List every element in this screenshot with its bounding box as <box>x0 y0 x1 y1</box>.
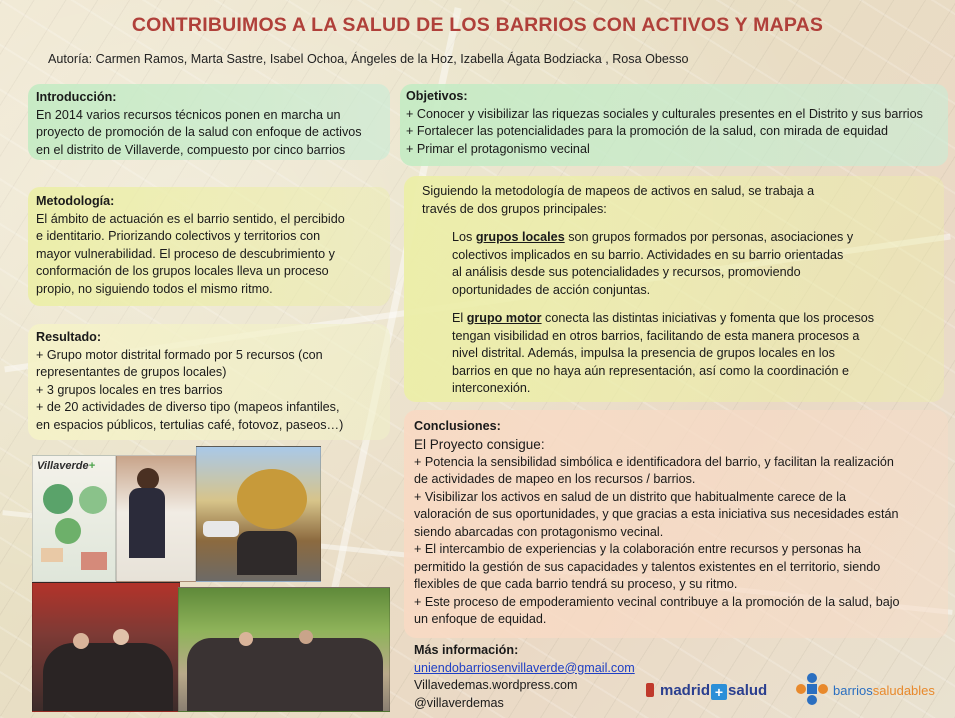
madrid-crest-icon <box>646 683 654 697</box>
intro-line: proyecto de promoción de la salud con enfoque de activos <box>36 125 362 139</box>
resultado-line: + Grupo motor distrital formado por 5 recursos (con <box>36 347 323 362</box>
grupos-locales-term: grupos locales <box>475 230 565 244</box>
person-head <box>299 630 313 644</box>
resultado-heading: Resultado: <box>36 330 102 344</box>
objetivos-line: + Conocer y visibilizar las riquezas sociales y culturales presentes en el Distrito y sus barrios <box>406 106 923 121</box>
resultado-box <box>28 324 390 440</box>
conclusiones-line: + Visibilizar los activos en salud de un distrito que habitualmente carece de la <box>414 489 847 504</box>
resultado-line: representantes de grupos locales) <box>36 365 227 379</box>
poster-circle <box>43 484 73 514</box>
grupos-locales-prefix: Los <box>452 230 476 244</box>
barrios-logo-word: barrios <box>833 683 873 698</box>
conclusiones-subheading: El Proyecto consigue: <box>414 436 545 452</box>
person-figure <box>129 488 165 558</box>
conclusiones-line: siendo abarcadas con protagonismo vecinal. <box>414 524 664 539</box>
poster-circle <box>79 486 107 514</box>
conclusiones-box <box>404 410 948 638</box>
madrid-plus-icon: + <box>711 684 727 700</box>
tree-canopy <box>237 469 307 529</box>
grupo-motor-first-line <box>452 310 944 328</box>
conclusiones-line: + Potencia la sensibilidad simbólica e identificadora del barrio, y facilitan la realización <box>414 454 894 469</box>
conclusiones-line: + Este proceso de empoderamiento vecinal contribuye a la promoción de la salud, bajo <box>414 594 900 609</box>
intro-line: en el distrito de Villaverde, compuesto por cinco barrios <box>36 142 346 157</box>
objetivos-line: + Primar el protagonismo vecinal <box>406 141 590 156</box>
web-address: Villavedemas.wordpress.com <box>414 678 578 692</box>
resultado-line: + de 20 actividades de diverso tipo (mapeos infantiles, <box>36 400 340 414</box>
grupo-motor-term: grupo motor <box>466 311 542 325</box>
workshop-photo <box>116 455 196 582</box>
barrios-saludables-logo <box>793 670 943 710</box>
info-heading: Más información: <box>414 643 519 657</box>
conclusiones-heading: Conclusiones: <box>414 419 501 433</box>
metodo-intro-line: través de dos grupos principales: <box>422 201 607 216</box>
info-block <box>414 642 635 712</box>
person-head <box>73 633 89 649</box>
saludables-logo-word: saludables <box>872 683 935 698</box>
grupo-motor-line: barrios en que no haya aún representación, así como la coordinación e <box>452 363 849 378</box>
social-handle: @villaverdemas <box>414 695 504 710</box>
poster-title-text: Villaverde <box>37 460 89 472</box>
car-shape <box>203 521 239 537</box>
conclusiones-line: permitido la gestión de sus capacidades y talentos existentes en el territorio, siendo <box>414 559 881 574</box>
salud-logo-text: salud <box>728 682 768 699</box>
madrid-salud-logo <box>646 682 767 700</box>
villaverde-poster-photo <box>32 455 116 582</box>
grupos-locales-line: oportunidades de acción conjuntas. <box>452 282 651 297</box>
person-head <box>239 632 253 646</box>
poster-title <box>37 460 95 472</box>
authors-line: Autoría: Carmen Ramos, Marta Sastre, Isabel Ochoa, Ángeles de la Hoz, Izabella Ágata Bodziacka , Rosa Obesso <box>48 52 689 66</box>
people-group <box>43 643 173 712</box>
grupos-locales-paragraph <box>452 229 944 299</box>
street-photo <box>196 446 321 582</box>
intro-box <box>28 84 390 160</box>
grupo-motor-line: tengan visibilidad en otros barrios, facilitando de esta manera procesos a <box>452 328 860 343</box>
conclusiones-line: de actividades de mapeo en los recursos / barrios. <box>414 472 696 486</box>
metodologia-box <box>28 187 390 306</box>
metodo-detalle-box <box>404 176 944 402</box>
barrios-logo-text <box>833 683 935 698</box>
people-group <box>237 531 297 575</box>
metodologia-line: mayor vulnerabilidad. El proceso de descubrimiento y <box>36 246 335 261</box>
conclusiones-line: valoración de sus oportunidades, y que gracias a esta iniciativa sus necesidades están <box>414 507 899 521</box>
metodologia-line: El ámbito de actuación es el barrio sentido, el percibido <box>36 211 345 226</box>
email-link[interactable]: uniendobarriosenvillaverde@gmail.com <box>414 660 635 675</box>
objetivos-box <box>400 84 948 166</box>
metodologia-heading: Metodología: <box>36 194 115 208</box>
grupos-locales-rest: son grupos formados por personas, asociaciones y <box>564 230 854 244</box>
resultado-line: en espacios públicos, tertulias café, fotovoz, paseos…) <box>36 417 344 432</box>
meeting-photo <box>32 582 180 712</box>
objetivos-heading: Objetivos: <box>406 89 468 103</box>
crowd <box>187 638 383 712</box>
grupo-motor-line: nivel distrital. Además, impulsa la presencia de grupos locales en los <box>452 346 835 360</box>
grupo-motor-paragraph <box>452 310 944 398</box>
grupos-locales-first-line <box>452 229 944 247</box>
metodologia-line: e identitario. Priorizando colectivos y territorios con <box>36 229 321 243</box>
madrid-logo-text: madrid <box>660 682 711 699</box>
person-figure <box>137 468 159 490</box>
conclusiones-line: flexibles de que cada barrio tendrá su proceso, y su ritmo. <box>414 577 738 591</box>
grupo-motor-line: interconexión. <box>452 381 531 395</box>
poster-plus: + <box>88 460 96 472</box>
metodo-intro-line: Siguiendo la metodología de mapeos de activos en salud, se trabaja a <box>422 184 815 198</box>
intro-heading: Introducción: <box>36 90 117 104</box>
page-title: CONTRIBUIMOS A LA SALUD DE LOS BARRIOS CON ACTIVOS Y MAPAS <box>131 14 824 36</box>
resultado-line: + 3 grupos locales en tres barrios <box>36 382 223 397</box>
barrios-logo-icon <box>793 670 831 708</box>
metodologia-line: propio, no siguiendo todos el mismo ritmo. <box>36 281 273 296</box>
grupos-locales-line: colectivos implicados en su barrio. Actividades en su barrio orientadas <box>452 247 844 262</box>
intro-line: En 2014 varios recursos técnicos ponen en marcha un <box>36 107 341 122</box>
park-walk-photo <box>178 587 390 712</box>
metodologia-line: conformación de los grupos locales lleva un proceso <box>36 264 329 278</box>
grupo-motor-rest: conecta las distintas iniciativas y fomenta que los procesos <box>541 311 875 325</box>
grupos-locales-line: al análisis desde sus potencialidades y recursos, promoviendo <box>452 265 801 279</box>
poster-circle <box>55 518 81 544</box>
conclusiones-line: + El intercambio de experiencias y la colaboración entre recursos y personas ha <box>414 542 861 556</box>
conclusiones-line: un enfoque de equidad. <box>414 612 547 626</box>
poster-note <box>81 552 107 570</box>
poster-note <box>41 548 63 562</box>
objetivos-line: + Fortalecer las potencialidades para la promoción de la salud, con mirada de equidad <box>406 124 889 138</box>
grupo-motor-prefix: El <box>452 311 467 325</box>
person-head <box>113 629 129 645</box>
